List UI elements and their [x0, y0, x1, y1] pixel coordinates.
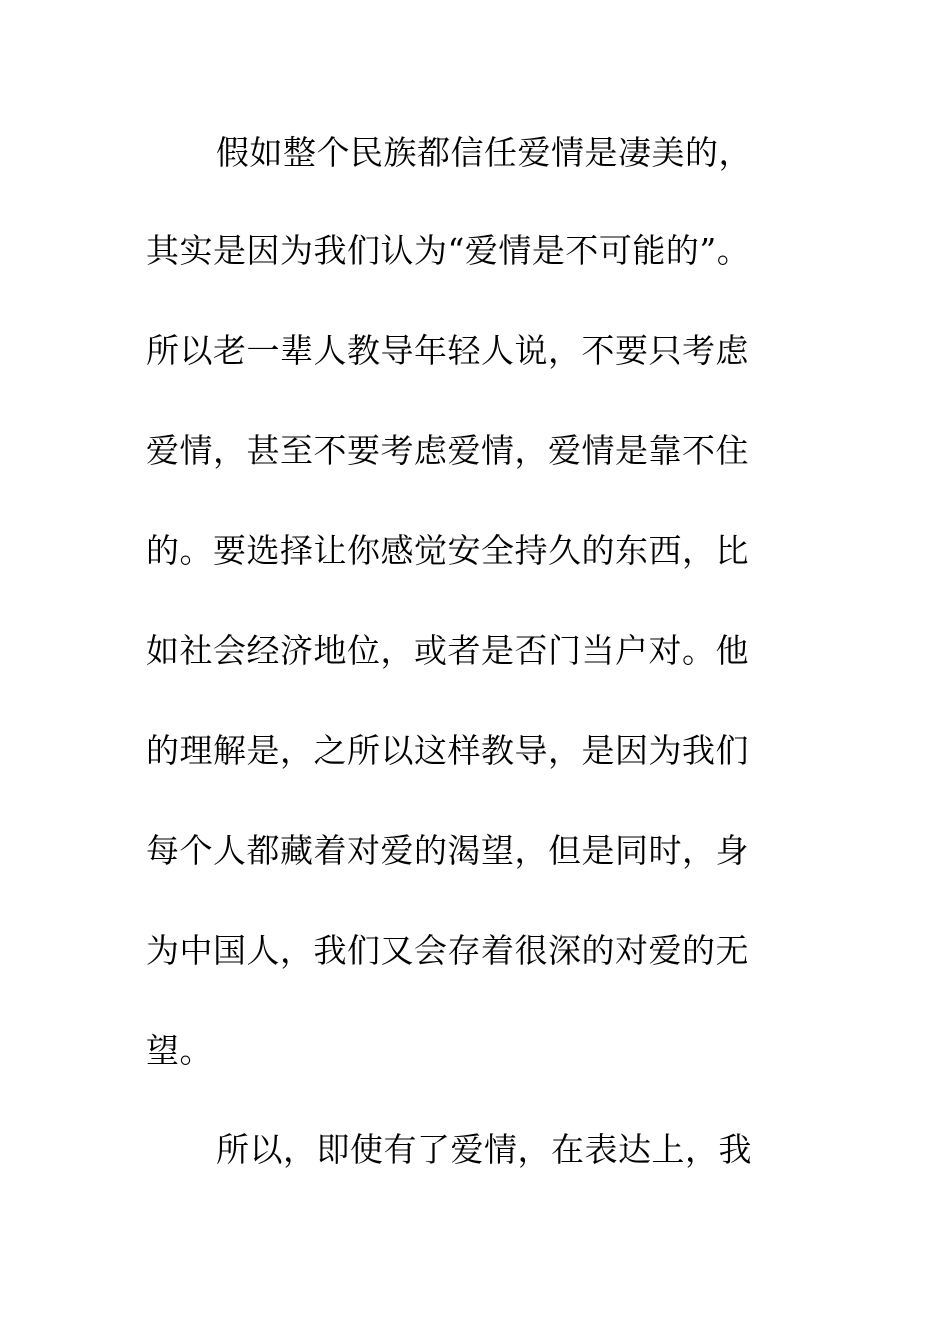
paragraph-1-line-1: 假如整个民族都信任爱情是凄美的， — [216, 133, 752, 172]
paragraph-1-line-9: 为中国人，我们又会存着很深的对爱的无 — [146, 931, 749, 970]
paragraph-1-line-6: 如社会经济地位，或者是否门当户对。他 — [146, 631, 749, 670]
paragraph-1-line-7: 的理解是，之所以这样教导，是因为我们 — [146, 731, 749, 770]
paragraph-2-line-1: 所以，即使有了爱情，在表达上，我 — [216, 1130, 752, 1169]
paragraph-1-line-4: 爱情，甚至不要考虑爱情，爱情是靠不住 — [146, 431, 749, 470]
paragraph-1-line-10: 望。 — [146, 1031, 213, 1070]
paragraph-1-line-5: 的。要选择让你感觉安全持久的东西，比 — [146, 531, 749, 570]
paragraph-1-line-3: 所以老一辈人教导年轻人说，不要只考虑 — [146, 331, 749, 370]
paragraph-1-line-2: 其实是因为我们认为“爱情是不可能的”。 — [146, 231, 751, 270]
paragraph-1-line-8: 每个人都藏着对爱的渴望，但是同时，身 — [146, 831, 749, 870]
